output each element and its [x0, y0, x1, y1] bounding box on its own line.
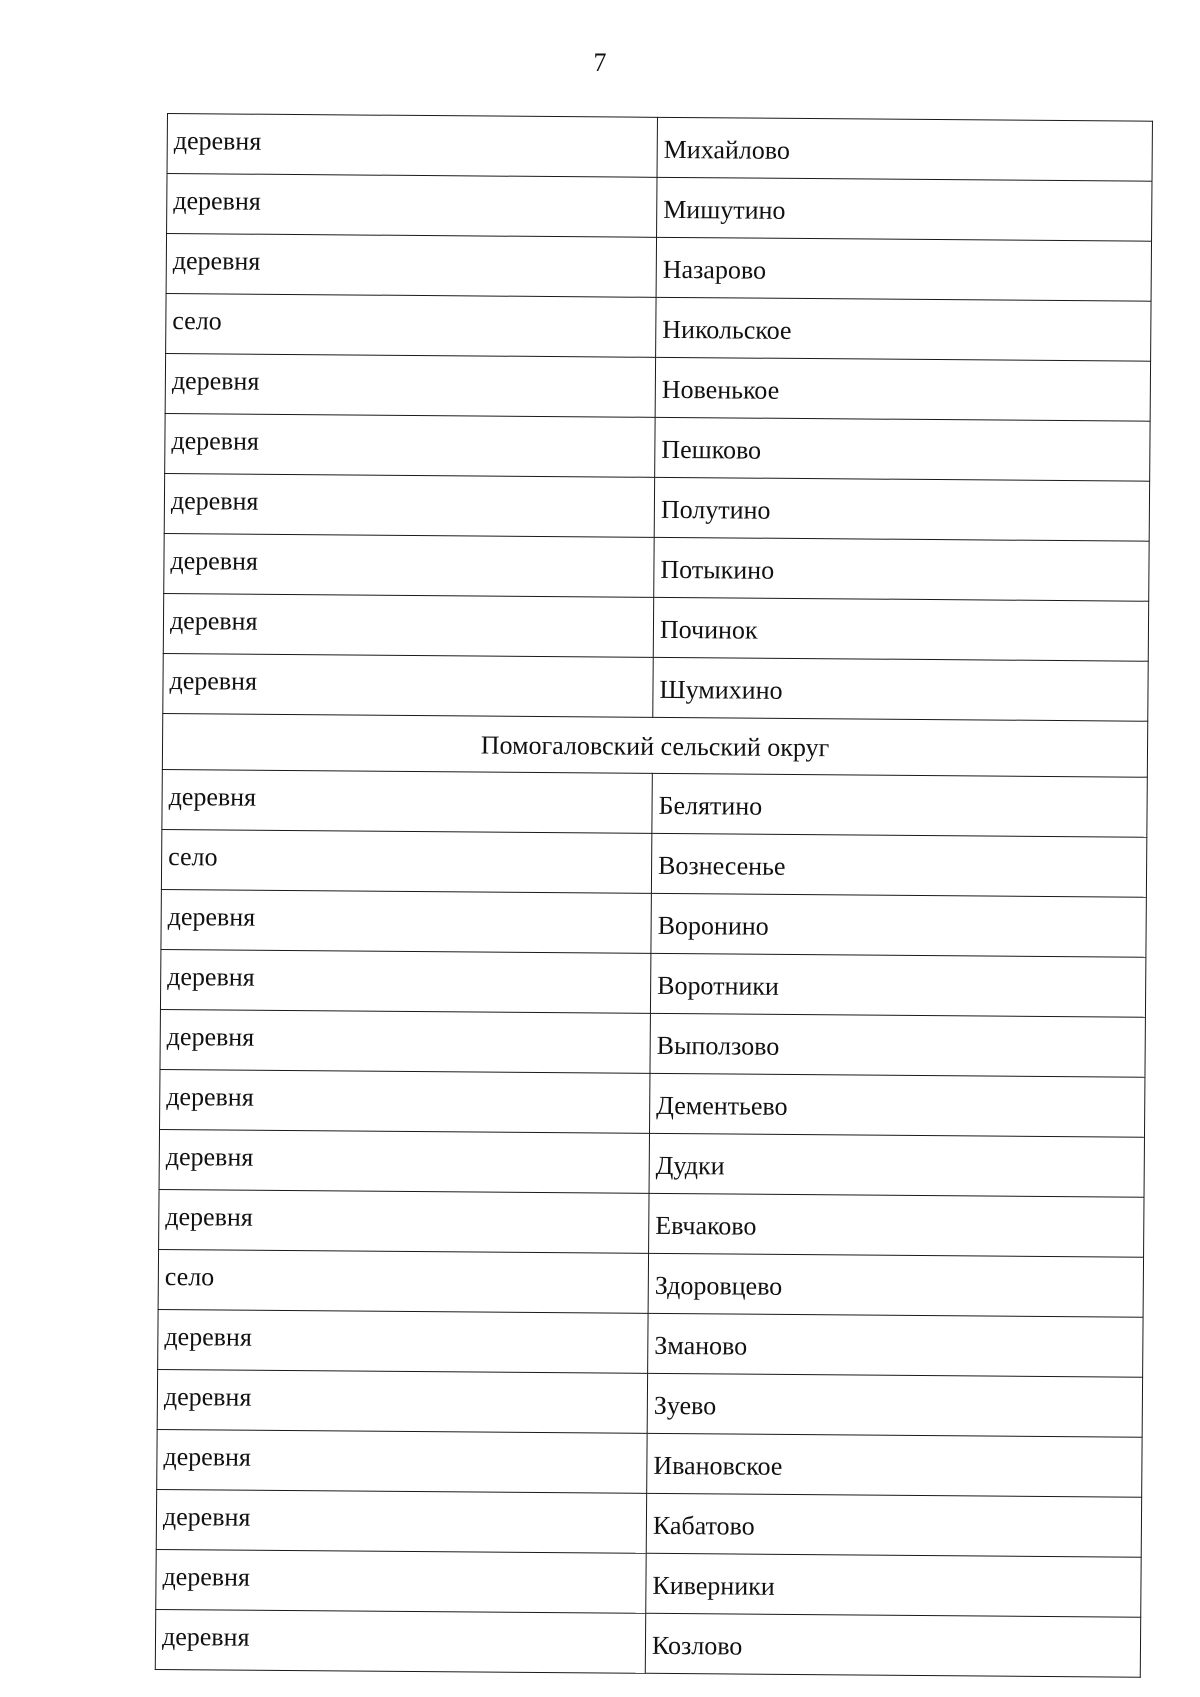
table-row: [164, 473, 1149, 541]
settlement-name-cell: Выползово: [650, 1013, 1145, 1077]
settlement-name-cell: Козлово: [645, 1613, 1140, 1677]
settlement-type-cell: деревня: [156, 1549, 646, 1613]
settlement-type-cell: деревня: [165, 353, 655, 417]
settlement-type-cell: деревня: [158, 1309, 648, 1373]
settlement-name-cell: Белятино: [652, 773, 1147, 837]
settlements-table: [155, 113, 1153, 1678]
settlement-name-cell: Киверники: [646, 1553, 1141, 1617]
table-row: [160, 949, 1145, 1017]
settlement-name-cell: Никольское: [656, 297, 1151, 361]
settlement-name-cell: Назарово: [656, 237, 1151, 301]
settlement-name-cell: Здоровцево: [648, 1253, 1143, 1317]
settlement-name-cell: Ивановское: [647, 1433, 1142, 1497]
table-row: [163, 593, 1148, 661]
table-row: [158, 1309, 1143, 1377]
table-row: [160, 1069, 1145, 1137]
settlement-name-cell: Зуево: [647, 1373, 1142, 1437]
settlement-type-cell: деревня: [163, 593, 653, 657]
table-row: [165, 413, 1150, 481]
settlement-name-cell: Потыкино: [654, 537, 1149, 601]
table-row: [164, 533, 1149, 601]
settlement-type-cell: деревня: [161, 889, 651, 953]
settlement-type-cell: деревня: [167, 114, 657, 178]
table-row: [157, 1429, 1142, 1497]
settlement-type-cell: деревня: [156, 1489, 646, 1553]
settlement-type-cell: село: [161, 829, 651, 893]
settlement-type-cell: деревня: [157, 1429, 647, 1493]
settlement-type-cell: деревня: [157, 1369, 647, 1433]
table-row: [155, 1609, 1140, 1677]
settlement-name-cell: Мишутино: [657, 177, 1152, 241]
settlement-name-cell: Дементьево: [650, 1073, 1145, 1137]
settlement-type-cell: деревня: [159, 1189, 649, 1253]
table-row: [166, 234, 1151, 302]
table-row: [159, 1189, 1144, 1257]
settlement-name-cell: Зманово: [648, 1313, 1143, 1377]
settlement-type-cell: деревня: [155, 1609, 645, 1673]
table-row: [161, 889, 1146, 957]
settlement-name-cell: Кабатово: [646, 1493, 1141, 1557]
settlement-name-cell: Дудки: [649, 1133, 1144, 1197]
table-row: [159, 1129, 1144, 1197]
settlement-type-cell: деревня: [167, 174, 657, 238]
settlement-type-cell: деревня: [162, 769, 652, 833]
table-row: [158, 1249, 1143, 1317]
settlement-type-cell: деревня: [165, 413, 655, 477]
table-row: [165, 353, 1150, 421]
table-row: [156, 1549, 1141, 1617]
settlement-type-cell: деревня: [159, 1129, 649, 1193]
settlement-name-cell: Полутино: [654, 477, 1149, 541]
settlement-name-cell: Шумихино: [653, 657, 1148, 721]
settlement-type-cell: деревня: [160, 949, 650, 1013]
settlement-name-cell: Новенькое: [655, 357, 1150, 421]
settlement-name-cell: Пешково: [655, 417, 1150, 481]
table-row: [156, 1489, 1141, 1557]
settlement-type-cell: деревня: [160, 1009, 650, 1073]
page-number: 7: [593, 48, 607, 77]
settlement-name-cell: Вознесенье: [651, 833, 1146, 897]
table-row: [167, 174, 1152, 242]
settlement-type-cell: деревня: [166, 234, 656, 298]
settlement-name-cell: Михайлово: [657, 117, 1152, 181]
table-row: [162, 769, 1147, 837]
settlement-type-cell: село: [158, 1249, 648, 1313]
table-row: [161, 829, 1146, 897]
settlement-name-cell: Воронино: [651, 893, 1146, 957]
section-heading: Помогаловский сельский округ: [162, 713, 1147, 777]
section-heading-row: [162, 713, 1147, 777]
table-row: [163, 653, 1148, 721]
settlement-type-cell: деревня: [164, 473, 654, 537]
settlement-name-cell: Евчаково: [649, 1193, 1144, 1257]
settlement-type-cell: село: [166, 293, 656, 357]
settlement-type-cell: деревня: [164, 533, 654, 597]
settlement-name-cell: Воротники: [650, 953, 1145, 1017]
table-row: [166, 293, 1151, 361]
settlement-name-cell: Починок: [653, 597, 1148, 661]
table-row: [157, 1369, 1142, 1437]
settlements-table-body: [155, 114, 1152, 1678]
settlement-type-cell: деревня: [160, 1069, 650, 1133]
settlement-type-cell: деревня: [163, 653, 653, 717]
table-row: [160, 1009, 1145, 1077]
table-row: [167, 114, 1152, 182]
